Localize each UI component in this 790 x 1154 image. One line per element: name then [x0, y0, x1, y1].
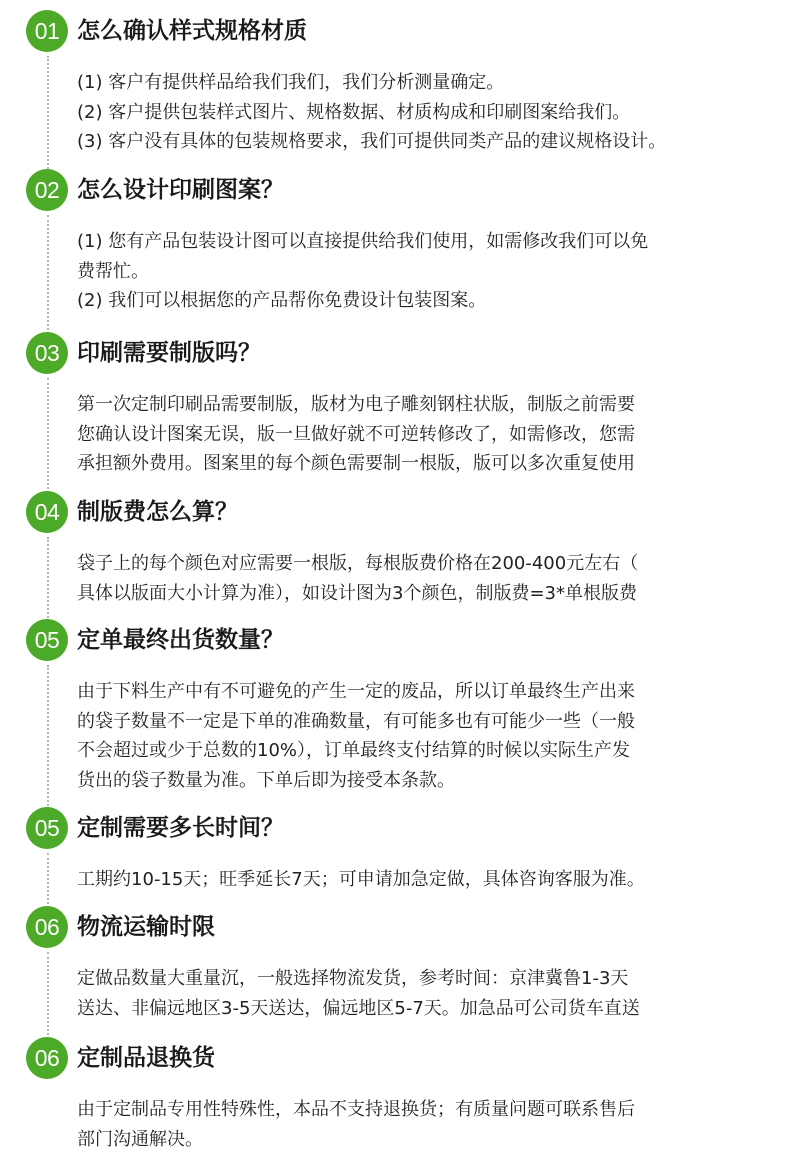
body-line: 部门沟通解决。 [77, 1125, 777, 1154]
section-title: 定单最终出货数量？ [77, 621, 284, 659]
dotted-connector [47, 853, 49, 908]
body-line: 由于下料生产中有不可避免的产生一定的废品，所以订单最终生产出来 [77, 677, 777, 707]
dotted-connector [47, 665, 49, 809]
body-line: 由于定制品专用性特殊性，本品不支持退换货；有质量问题可联系售后 [77, 1095, 777, 1125]
body-line: 费帮忙。 [77, 257, 777, 287]
section-body [77, 227, 777, 316]
number-badge: 05 [26, 619, 68, 661]
section-title: 物流运输时限 [77, 908, 215, 946]
section-title: 怎么设计印刷图案？ [77, 171, 284, 209]
dotted-connector [47, 56, 49, 173]
body-line: 承担额外费用。图案里的每个颜色需要制一根版，版可以多次重复使用 [77, 449, 777, 479]
section-body [77, 390, 777, 479]
dotted-connector [47, 378, 49, 493]
body-line: 定做品数量大重量沉，一般选择物流发货，参考时间：京津冀鲁1-3天 [77, 964, 777, 994]
body-line: 货出的袋子数量为准。下单后即为接受本条款。 [77, 766, 777, 796]
body-line: 不会超过或少于总数的10%），订单最终支付结算的时候以实际生产发 [77, 736, 777, 766]
number-badge: 02 [26, 169, 68, 211]
number-badge: 06 [26, 1037, 68, 1079]
dotted-connector [47, 537, 49, 621]
body-line: (2) 我们可以根据您的产品帮你免费设计包装图案。 [77, 286, 777, 316]
section-title: 怎么确认样式规格材质 [77, 12, 307, 50]
section-title: 制版费怎么算？ [77, 493, 238, 531]
section-body [77, 865, 777, 895]
body-line: 送达、非偏远地区3-5天送达，偏远地区5-7天。加急品可公司货车直送 [77, 994, 777, 1024]
body-line: 具体以版面大小计算为准），如设计图为3个颜色，制版费=3*单根版费 [77, 579, 777, 609]
dotted-connector [47, 952, 49, 1039]
section-body [77, 1095, 777, 1154]
body-line: 工期约10-15天；旺季延长7天；可申请加急定做，具体咨询客服为准。 [77, 865, 777, 895]
section-body [77, 964, 777, 1023]
body-line: (2) 客户提供包装样式图片、规格数据、材质构成和印刷图案给我们。 [77, 98, 777, 128]
body-line: 您确认设计图案无误，版一旦做好就不可逆转修改了，如需修改，您需 [77, 420, 777, 450]
section-title: 定制品退换货 [77, 1039, 215, 1077]
section-title: 定制需要多长时间？ [77, 809, 284, 847]
number-badge: 05 [26, 807, 68, 849]
section-body [77, 549, 777, 608]
number-badge: 06 [26, 906, 68, 948]
body-line: 的袋子数量不一定是下单的准确数量，有可能多也有可能少一些（一般 [77, 707, 777, 737]
body-line: (3) 客户没有具体的包装规格要求，我们可提供同类产品的建议规格设计。 [77, 127, 777, 157]
body-line: 袋子上的每个颜色对应需要一根版，每根版费价格在200-400元左右（ [77, 549, 777, 579]
section-body [77, 68, 777, 157]
section-title: 印刷需要制版吗？ [77, 334, 261, 372]
body-line: (1) 您有产品包装设计图可以直接提供给我们使用，如需修改我们可以免 [77, 227, 777, 257]
number-badge: 04 [26, 491, 68, 533]
body-line: 第一次定制印刷品需要制版，版材为电子雕刻钢柱状版，制版之前需要 [77, 390, 777, 420]
section-body [77, 677, 777, 795]
number-badge: 01 [26, 10, 68, 52]
dotted-connector [47, 215, 49, 334]
body-line: (1) 客户有提供样品给我们我们，我们分析测量确定。 [77, 68, 777, 98]
number-badge: 03 [26, 332, 68, 374]
